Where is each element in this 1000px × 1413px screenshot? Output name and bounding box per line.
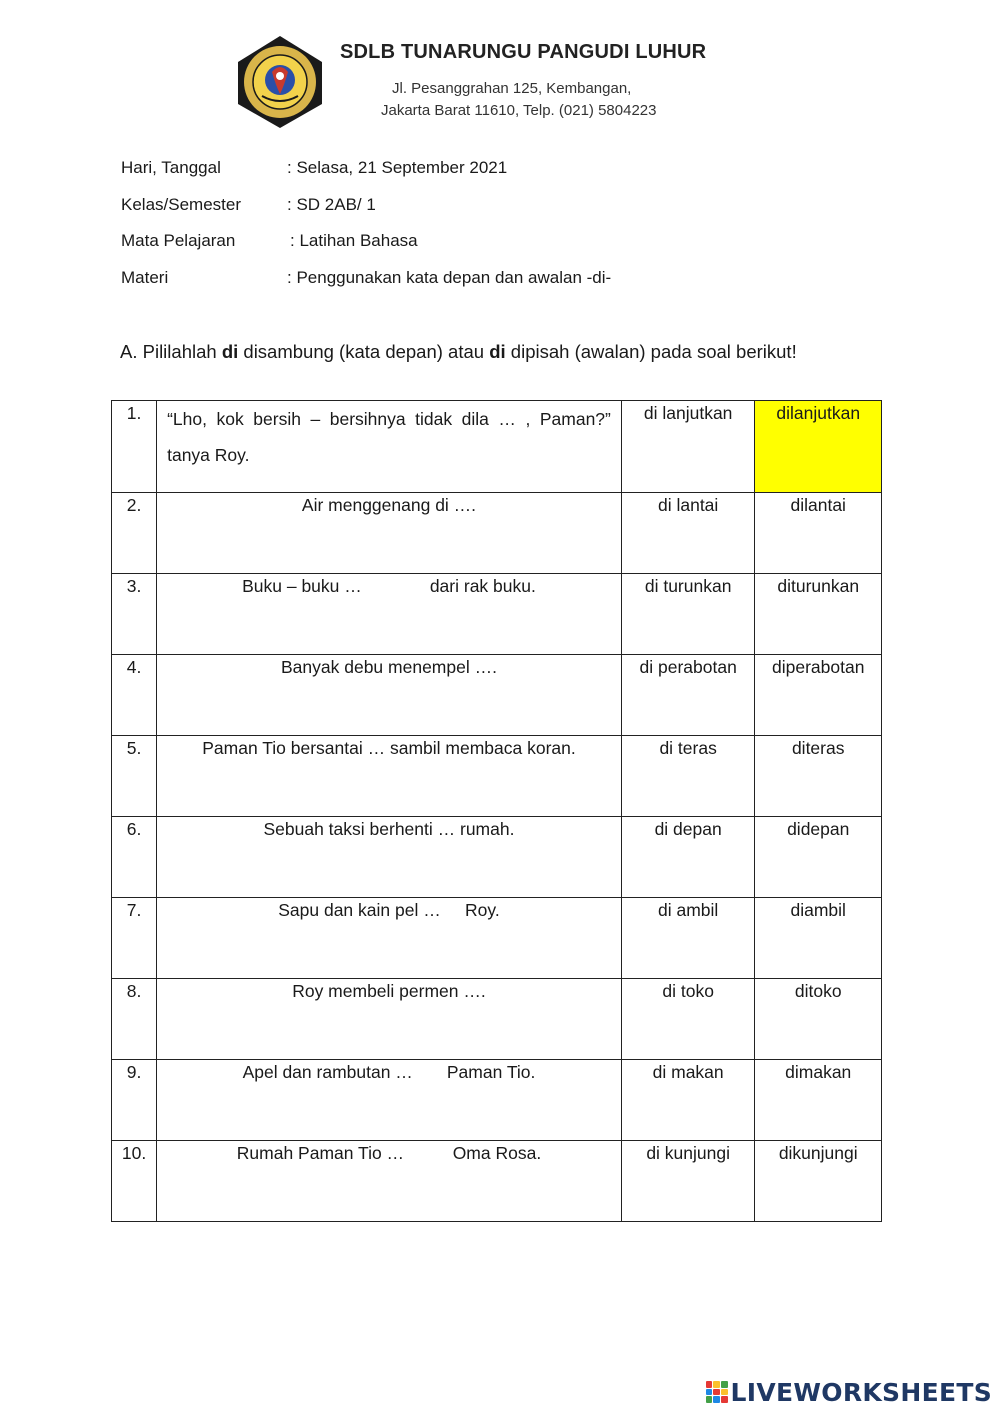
question-number: 10. — [112, 1141, 157, 1222]
question-text-after: Oma Rosa. — [452, 1143, 542, 1163]
answer-option-separate[interactable]: di turunkan — [621, 574, 755, 655]
question-number: 2. — [112, 493, 157, 574]
question-text-before: Apel dan rambutan … — [242, 1062, 413, 1082]
answer-option-separate[interactable]: di perabotan — [621, 655, 755, 736]
info-label: Hari, Tanggal — [121, 158, 221, 177]
answer-option-joined[interactable]: dilantai — [755, 493, 882, 574]
question-number: 4. — [112, 655, 157, 736]
question-text-after: Roy. — [465, 900, 500, 920]
info-value: : SD 2AB/ 1 — [287, 194, 376, 214]
school-name: SDLB TUNARUNGU PANGUDI LUHUR — [340, 41, 707, 63]
liveworksheets-brand — [706, 1377, 992, 1407]
question-text-before: Buku – buku … — [242, 576, 362, 596]
question-text-after: dari rak buku. — [429, 576, 536, 596]
instruction-part: Pililahlah — [142, 341, 222, 362]
instruction-bold: di — [221, 341, 239, 362]
answer-blank[interactable] — [441, 900, 465, 920]
answer-option-separate[interactable]: di kunjungi — [621, 1141, 755, 1222]
school-address-line-2: Jakarta Barat 11610, Telp. (021) 5804223 — [381, 102, 657, 119]
instruction-bold: di — [489, 341, 506, 362]
answer-option-joined[interactable]: didepan — [755, 817, 882, 898]
info-label: Materi — [121, 267, 169, 287]
table-row — [112, 493, 882, 574]
answer-option-joined[interactable]: ditoko — [755, 979, 882, 1060]
question-number: 5. — [112, 736, 157, 817]
table-row — [112, 1060, 882, 1141]
question-text: Sebuah taksi berhenti … rumah. — [157, 817, 622, 898]
school-address-line-1: Jl. Pesanggrahan 125, Kembangan, — [392, 80, 632, 97]
liveworksheets-logo-icon — [706, 1381, 728, 1403]
table-row — [112, 1141, 882, 1222]
answer-option-separate[interactable]: di ambil — [621, 898, 755, 979]
info-value: : Penggunakan kata depan dan awalan -di- — [287, 267, 612, 287]
question-number: 8. — [112, 979, 157, 1060]
instruction-part: dipisah (awalan) pada soal berikut! — [505, 341, 797, 362]
answer-option-separate[interactable]: di depan — [621, 817, 755, 898]
letterhead — [232, 34, 752, 134]
answer-blank[interactable] — [362, 576, 430, 596]
question-text: Roy membeli permen …. — [157, 979, 622, 1060]
instruction-text — [120, 341, 797, 363]
answer-option-separate[interactable]: di teras — [621, 736, 755, 817]
answer-option-joined[interactable]: diperabotan — [755, 655, 882, 736]
question-text: “Lho, kok bersih – bersihnya tidak dila … , Paman?” tanya Roy. — [157, 401, 622, 493]
brand-text: LIVEWORKSHEETS — [730, 1377, 992, 1407]
answer-option-joined[interactable]: diturunkan — [755, 574, 882, 655]
answer-option-joined[interactable]: dikunjungi — [755, 1141, 882, 1222]
answer-blank[interactable] — [404, 1143, 453, 1163]
question-number: 1. — [112, 401, 157, 493]
answer-option-separate[interactable]: di lantai — [621, 493, 755, 574]
table-row — [112, 979, 882, 1060]
question-text-after: Paman Tio. — [446, 1062, 536, 1082]
answer-option-joined[interactable]: diambil — [755, 898, 882, 979]
table-row — [112, 898, 882, 979]
answer-option-joined[interactable]: diteras — [755, 736, 882, 817]
answer-blank[interactable] — [413, 1062, 447, 1082]
question-number: 6. — [112, 817, 157, 898]
answer-option-separate[interactable]: di toko — [621, 979, 755, 1060]
instruction-part: disambung (kata depan) atau — [238, 341, 490, 362]
question-text: Paman Tio bersantai … sambil membaca koran. — [157, 736, 622, 817]
question-text — [157, 574, 622, 655]
table-row — [112, 401, 882, 493]
question-text — [157, 898, 622, 979]
info-label: Mata Pelajaran — [121, 231, 236, 250]
info-label: Kelas/Semester — [121, 194, 241, 214]
question-table — [111, 400, 882, 1222]
question-text: Air menggenang di …. — [157, 493, 622, 574]
question-number: 9. — [112, 1060, 157, 1141]
school-emblem-icon — [232, 34, 328, 130]
table-row — [112, 817, 882, 898]
table-row — [112, 655, 882, 736]
question-number: 7. — [112, 898, 157, 979]
answer-option-separate[interactable]: di makan — [621, 1060, 755, 1141]
table-row — [112, 736, 882, 817]
question-text: Banyak debu menempel …. — [157, 655, 622, 736]
question-text-before: Rumah Paman Tio … — [236, 1143, 405, 1163]
question-text — [157, 1060, 622, 1141]
answer-option-separate[interactable]: di lanjutkan — [621, 401, 755, 493]
question-text-before: Sapu dan kain pel … — [278, 900, 441, 920]
info-value: : Selasa, 21 September 2021 — [287, 158, 508, 177]
instruction-prefix: A. — [120, 341, 143, 362]
answer-option-joined[interactable]: dimakan — [755, 1060, 882, 1141]
table-row — [112, 574, 882, 655]
answer-option-joined-selected[interactable]: dilanjutkan — [755, 401, 882, 493]
info-value: : Latihan Bahasa — [290, 231, 418, 250]
question-number: 3. — [112, 574, 157, 655]
question-text — [157, 1141, 622, 1222]
